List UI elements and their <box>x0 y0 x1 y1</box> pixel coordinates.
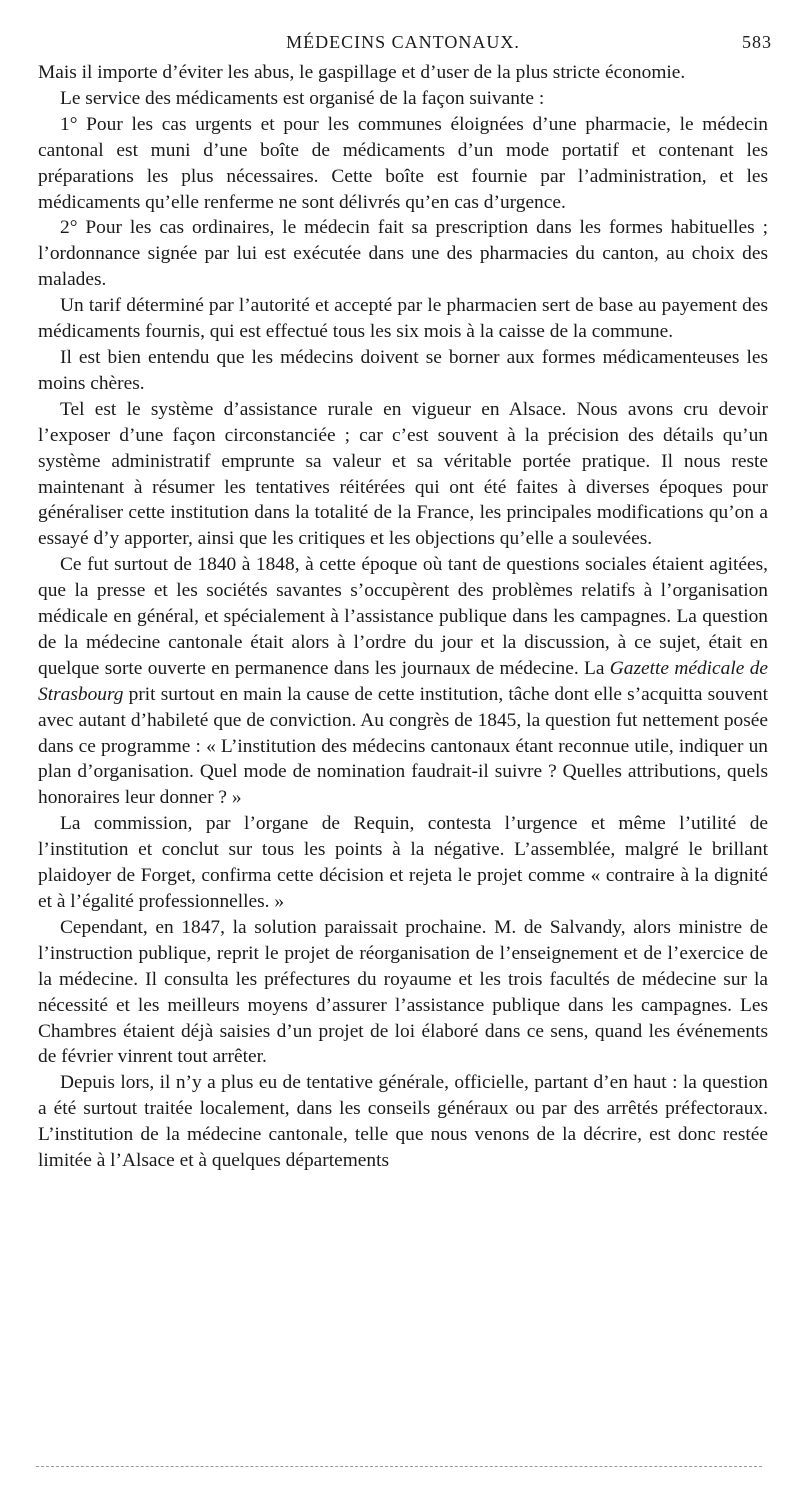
page-header <box>38 30 772 60</box>
paragraph: Cependant, en 1847, la solution paraissait prochaine. M. de Salvandy, alors ministre de l’instruction publique, reprit le projet de réorganisation de l’enseignement et de l’exercice de la médecine. Il consulta les préfectures du royaume et les trois facultés de médecine sur la nécessité et les meilleurs moyens d’assurer l’assistance publique dans les campagnes. Les Chambres étaient déjà saisies d’un projet de loi élaboré dans ce sens, quand les événements de février vinrent tout arrêter. <box>38 916 768 1068</box>
footer-rule <box>36 1466 762 1467</box>
paragraph: Tel est le système d’assistance rurale en vigueur en Alsace. Nous avons cru devoir l’exposer d’une façon circonstanciée ; car c’est souvent à la précision des détails qu’un système administratif emprunte sa valeur et sa véritable portée pratique. Il nous reste maintenant à résumer les tentatives réitérées qui ont été faites à diverses époques pour généraliser cette institution dans la totalité de la France, les principales modifications qu’on a essayé d’y apporter, ainsi que les critiques et les objections qu’elle a soulevées. <box>38 398 768 550</box>
paragraph: 2° Pour les cas ordinaires, le médecin fait sa prescription dans les formes habituelles ; l’ordonnance signée par lui est exécutée dans une des pharmacies du canton, au choix des malades. <box>38 217 768 291</box>
paragraph: Le service des médicaments est organisé de la façon suivante : <box>60 87 545 109</box>
paragraph: Un tarif déterminé par l’autorité et accepté par le pharmacien sert de base au payement des médicaments fournis, qui est effectué tous les six mois à la caisse de la commune. <box>38 295 768 343</box>
book-page <box>38 30 772 1174</box>
running-title: MÉDECINS CANTONAUX. <box>286 32 520 52</box>
page-number: 583 <box>742 32 772 52</box>
paragraph: Il est bien entendu que les médecins doivent se borner aux formes médicamenteuses les moins chères. <box>38 346 768 394</box>
paragraph: La commission, par l’organe de Requin, contesta l’urgence et même l’utilité de l’institution et conclut sur tous les points à la négative. L’assemblée, malgré le brillant plaidoyer de Forget, confirma cette décision et rejeta le projet comme « contraire à la dignité et à l’égalité professionnelles. » <box>38 813 768 912</box>
paragraph: Mais il importe d’éviter les abus, le gaspillage et d’user de la plus stricte économie. <box>38 62 686 83</box>
paragraph: Ce fut surtout de 1840 à 1848, à cette époque où tant de questions sociales étaient agitées, que la presse et les sociétés savantes s’occupèrent des problèmes relatifs à l’organisation médicale en général, et spécialement à l’assistance publique dans les campagnes. La question de la médecine cantonale était alors à l’ordre du jour et la discussion, à ce sujet, était en quelque sorte ouverte en permanence dans les journaux de médecine. La Gazette médicale de Strasbourg prit surtout en main la cause de cette institution, tâche dont elle s’acquitta souvent avec autant d’habileté que de conviction. Au congrès de 1845, la question fut nettement posée dans ce programme : « L’institution des médecins cantonaux étant reconnue utile, indiquer un plan d’organisation. Quel mode de nomination faudrait-il suivre ? Quelles attributions, quels honoraires leur donner ? » <box>38 554 768 809</box>
paragraph: 1° Pour les cas urgents et pour les communes éloignées d’une pharmacie, le médecin cantonal est muni d’une boîte de médicaments d’un mode portatif et contenant les préparations les plus nécessaires. Cette boîte est fournie par l’administration, et les médicaments qu’elle renferme ne sont délivrés qu’en cas d’urgence. <box>38 113 768 213</box>
page-body <box>38 60 768 1174</box>
paragraph: Depuis lors, il n’y a plus eu de tentative générale, officielle, partant d’en haut : la question a été surtout traitée localement, dans les conseils généraux ou par des arrêtés préfectoraux. L’institution de la médecine cantonale, telle que nous venons de la décrire, est donc restée limitée à l’Alsace et à quelques départements <box>38 1072 768 1172</box>
